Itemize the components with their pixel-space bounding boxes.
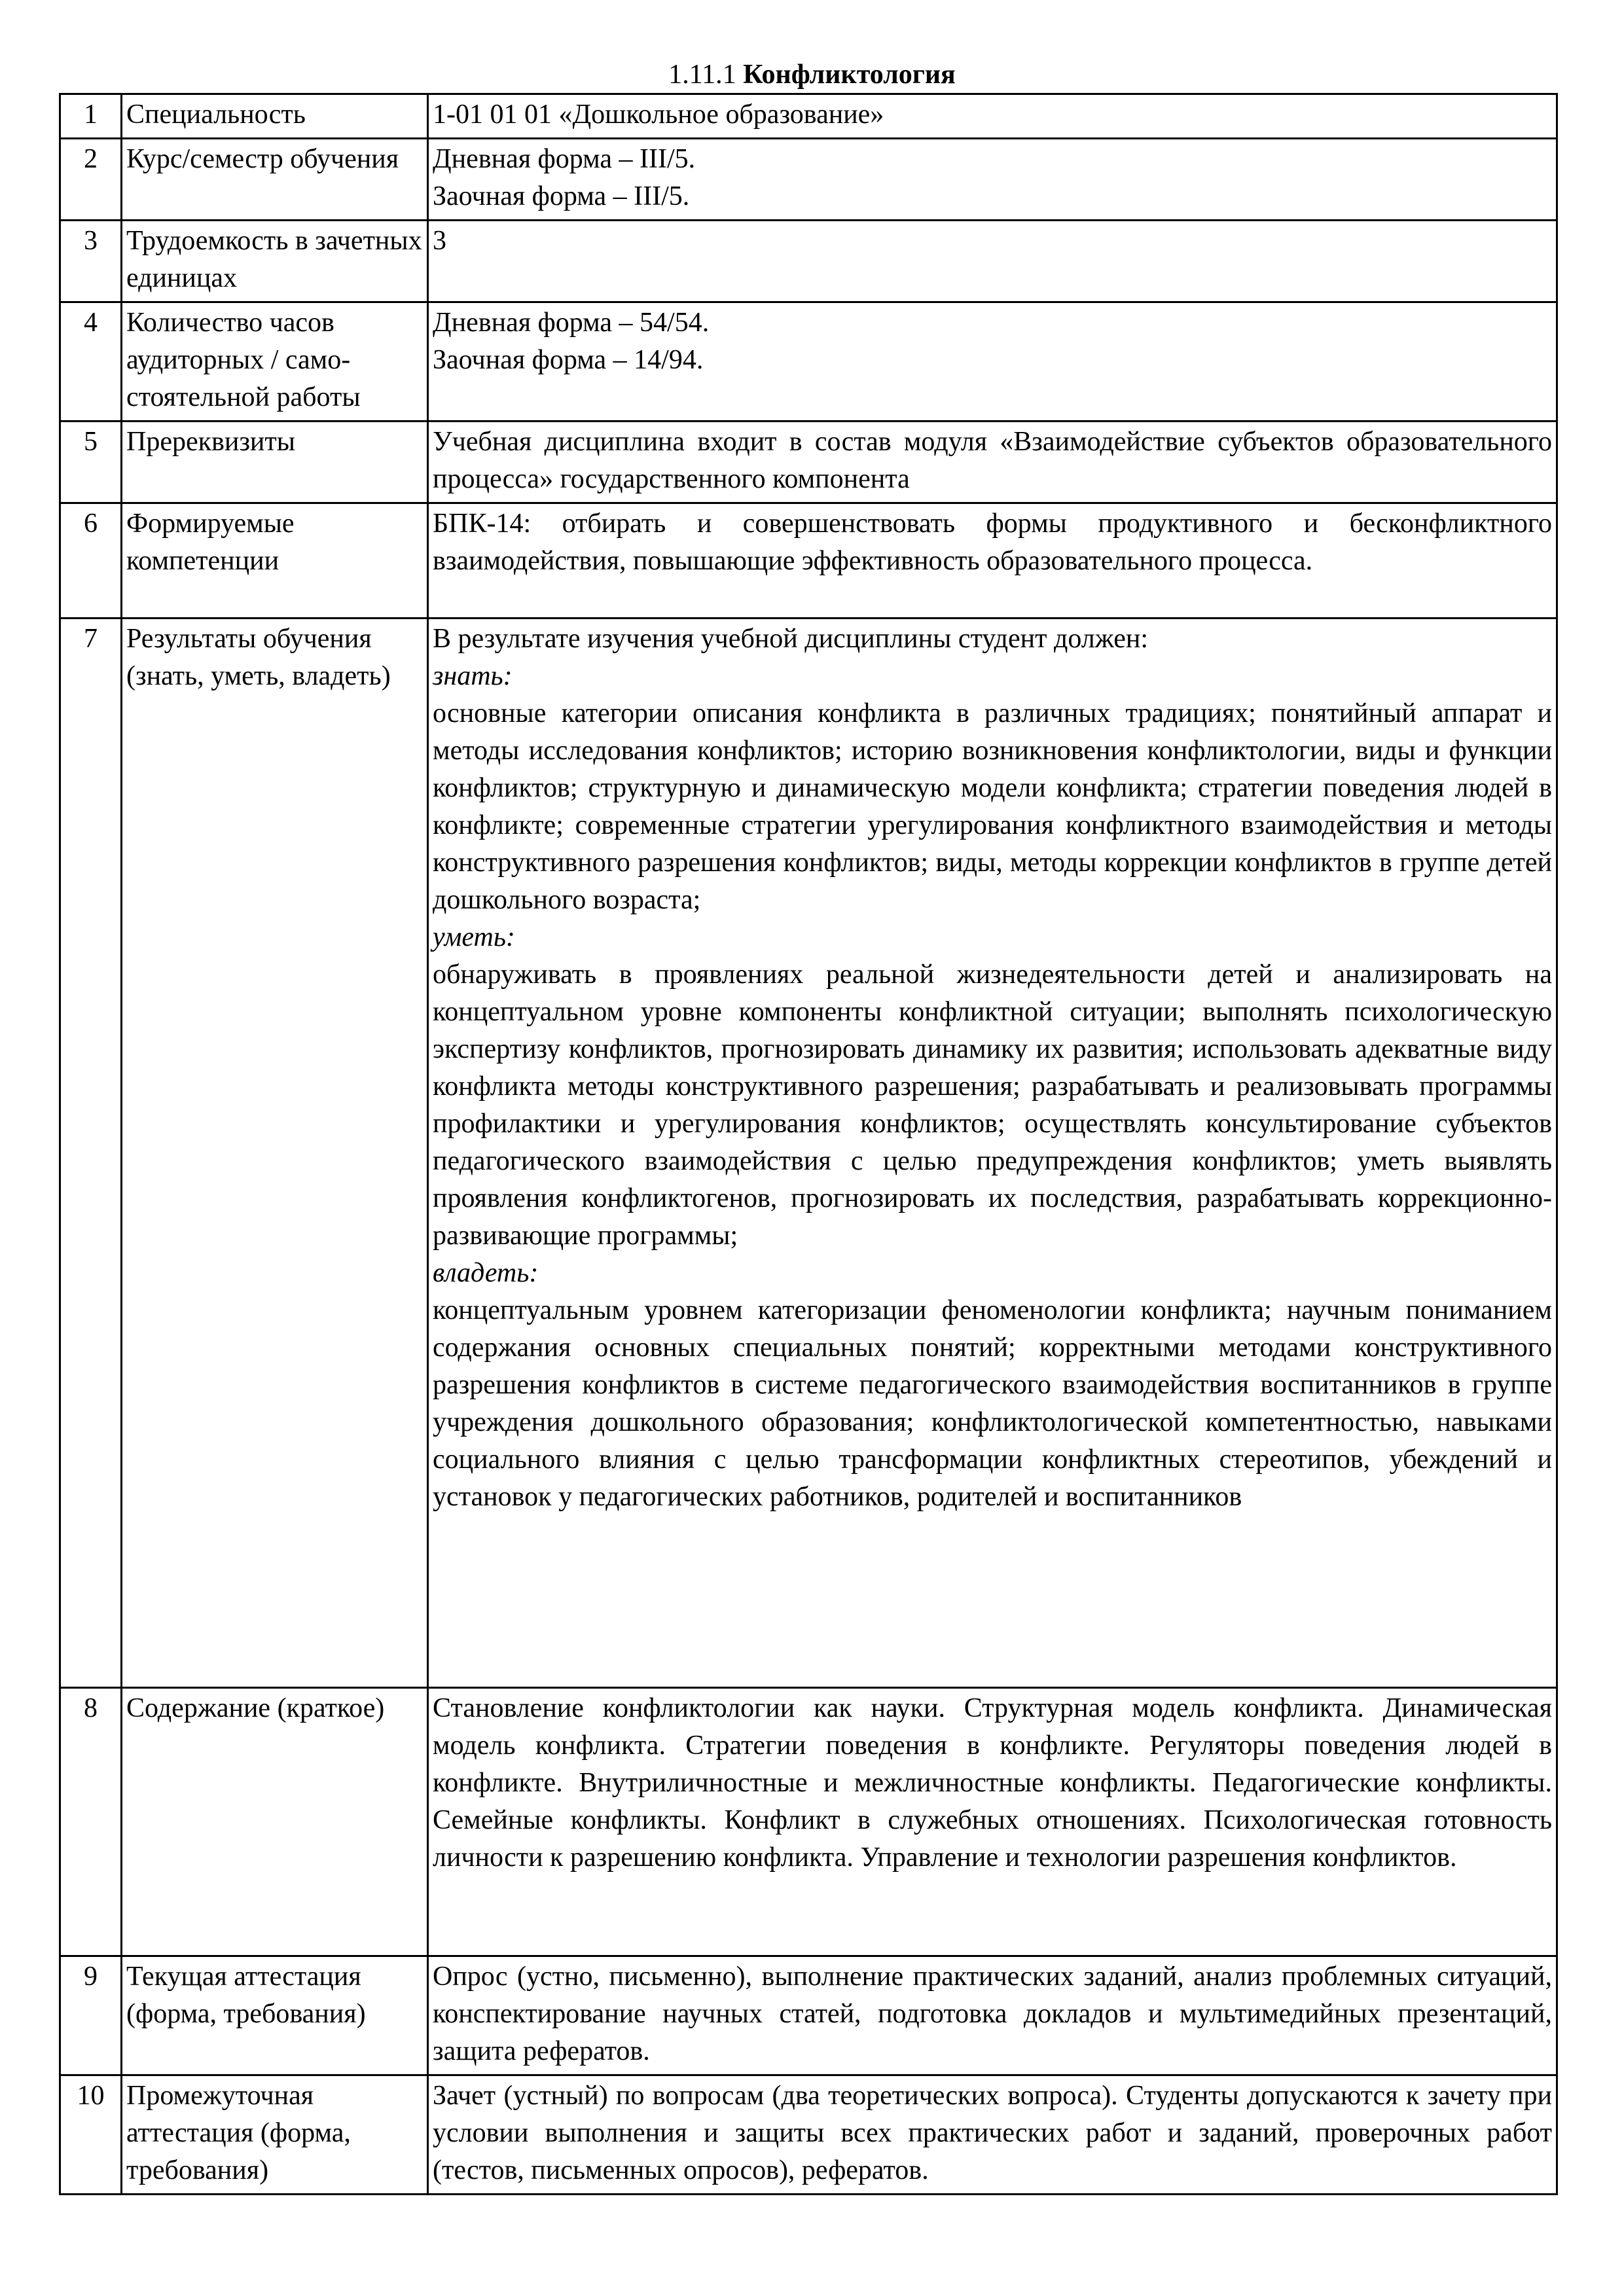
title-prefix: 1.11.1 xyxy=(668,60,744,90)
row-number: 4 xyxy=(60,302,122,422)
row-value: Становление конфликтологии как науки. Структурная модель конфликта. Динамическая модель конфликта. Стратегии поведения в конфликте. Регуляторы поведения людей в конфликте. Внутриличностные и межличностные конфликты. Педагогические конфликты. Семейные конфликты. Конфликт в служебных отношениях. Психологическая готовность личности к разрешению конфликта. Управление и технологии разрешения конфликтов. xyxy=(428,1688,1557,1956)
row-value: БПК-14: отбирать и совершенствовать формы продуктивного и бесконфликтного взаимодействия, повышающие эффективность образовательного процесса. xyxy=(428,503,1557,619)
know-text: основные категории описания конфликта в различных традициях; понятийный аппарат и методы исследования конфликтов; историю возникновения конфликтологии, виды и функции конфликтов; структурную и динамическую модели конфликта; стратегии поведения людей в конфликте; современные стратегии урегулирования конфликтного взаимодействия и методы конструктивного разрешения конфликтов; виды, методы коррекции конфликтов в группе детей дошкольного возраста; xyxy=(433,698,1552,915)
row-number: 3 xyxy=(60,221,122,302)
row-number: 7 xyxy=(60,619,122,1688)
table-row xyxy=(60,94,1557,139)
table-row xyxy=(60,139,1557,221)
row-number: 5 xyxy=(60,422,122,503)
row-value: 3 xyxy=(428,221,1557,302)
value-line: Заочная форма – III/5. xyxy=(433,181,690,211)
row-value: Опрос (устно, письменно), выполнение практических заданий, анализ проблемных ситуаций, конспектирование научных статей, подготовка докладов и мультимедийных презентаций, защита рефератов. xyxy=(428,1956,1557,2075)
row-number: 6 xyxy=(60,503,122,619)
row-label: Содержание (краткое) xyxy=(122,1688,428,1956)
table-row xyxy=(60,1688,1557,1956)
page-title xyxy=(0,56,1624,93)
can-heading: уметь: xyxy=(433,922,515,952)
row-label: Курс/семестр обучения xyxy=(122,139,428,221)
row-number: 2 xyxy=(60,139,122,221)
row-number: 10 xyxy=(60,2075,122,2195)
table-row xyxy=(60,1956,1557,2075)
row-label: Промежуточная аттестация (форма, требования) xyxy=(122,2075,428,2195)
row-label: Трудоемкость в зачетных единицах xyxy=(122,221,428,302)
own-text: концептуальным уровнем категоризации феноменологии конфликта; научным пониманием содержания основных специальных понятий; корректными методами конструктивного разрешения конфликтов в системе педагогического взаимодействия воспитанников в группе учреждения дошкольного образования; конфликтологической компетентностью, навыками социального влияния с целью трансформации конфликтных стереотипов, убеждений и установок у педагогических работников, родителей и воспитанников xyxy=(433,1295,1552,1512)
row-value xyxy=(428,139,1557,221)
value-line: Заочная форма – 14/94. xyxy=(433,345,704,375)
row-value: Зачет (устный) по вопросам (два теоретических вопроса). Студенты допускаются к зачету при условии выполнения и защиты всех практических работ и заданий, проверочных работ (тестов, письменных опросов), рефератов. xyxy=(428,2075,1557,2195)
row-value xyxy=(428,619,1557,1688)
row-number: 8 xyxy=(60,1688,122,1956)
row-value xyxy=(428,302,1557,422)
table-row xyxy=(60,221,1557,302)
know-heading: знать: xyxy=(433,661,513,691)
row-label: Количество часов аудиторных / само-стоятельной работы xyxy=(122,302,428,422)
title-text: Конфликтология xyxy=(743,60,956,90)
row-label: Пререквизиты xyxy=(122,422,428,503)
value-line: Дневная форма – III/5. xyxy=(433,144,696,174)
row-value: 1-01 01 01 «Дошкольное образование» xyxy=(428,94,1557,139)
table-row xyxy=(60,2075,1557,2195)
row-number: 9 xyxy=(60,1956,122,2075)
table-row xyxy=(60,422,1557,503)
row-label: Формируемые компетенции xyxy=(122,503,428,619)
row-label: Текущая аттестация (форма, требования) xyxy=(122,1956,428,2075)
can-text: обнаруживать в проявлениях реальной жизнедеятельности детей и анализировать на концептуальном уровне компоненты конфликтной ситуации; выполнять психологическую экспертизу конфликтов, прогнозировать динамику их развития; использовать адекватные виду конфликта методы конструктивного разрешения; разрабатывать и реализовывать программы профилактики и урегулирования конфликтов; осуществлять консультирование субъектов педагогического взаимодействия с целью предупреждения конфликтов; уметь выявлять проявления конфликтогенов, прогнозировать их последствия, разрабатывать коррекционно-развивающие программы; xyxy=(433,960,1552,1251)
table-row xyxy=(60,503,1557,619)
syllabus-table xyxy=(59,93,1558,2195)
table-row xyxy=(60,302,1557,422)
value-line: Дневная форма – 54/54. xyxy=(433,308,710,338)
row-value: Учебная дисциплина входит в состав модуля «Взаимодействие субъектов образовательного процесса» государственного компонента xyxy=(428,422,1557,503)
own-heading: владеть: xyxy=(433,1258,539,1288)
table-row xyxy=(60,619,1557,1688)
row-label: Результаты обучения (знать, уметь, владеть) xyxy=(122,619,428,1688)
row-label: Специальность xyxy=(122,94,428,139)
row-number: 1 xyxy=(60,94,122,139)
results-intro: В результате изучения учебной дисциплины студент должен: xyxy=(433,624,1148,654)
